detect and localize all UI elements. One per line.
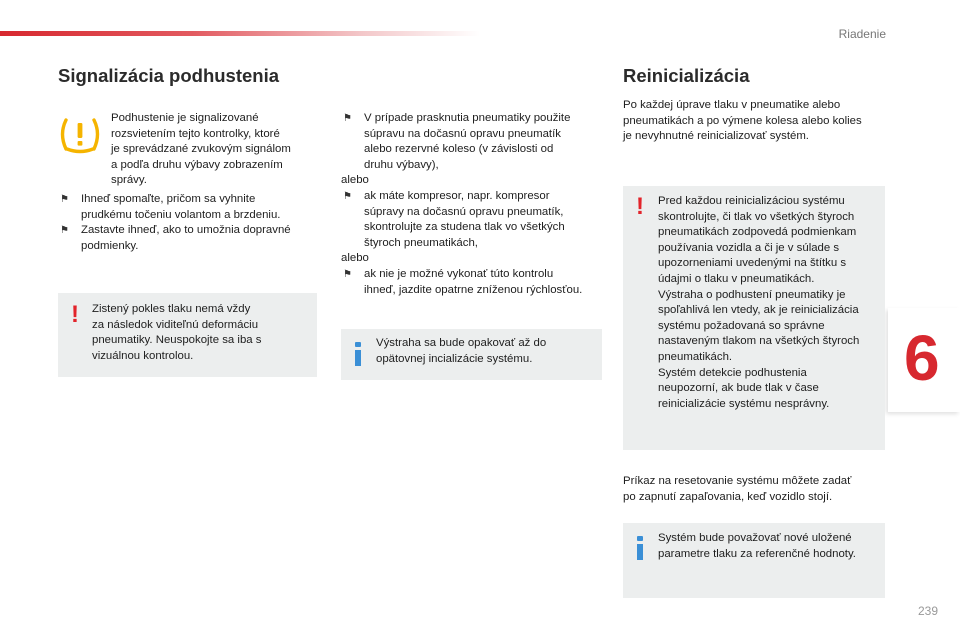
flag-icon: ⚑ [343,113,352,124]
chapter-number: 6 [904,322,940,394]
warning-exclamation-icon: ! [636,193,644,220]
list-item: ⚑ Zastavte ihneď, ako to umožnia dopravné podmienky. [60,224,291,252]
info-icon [352,342,364,366]
header-accent-bar [0,31,480,36]
chapter-title: Riadenie [838,27,886,41]
warning-box-visual-check: ! Zistený pokles tlaku nemá vždy za následok viditeľnú deformáciu pneumatiky. Neuspokojte sa iba s vizuálnou kontrolou. [58,293,317,377]
underinflation-intro: Podhustenie je signalizované rozsvietením tejto kontrolky, ktoré je sprevádzané zvukovým signálom a podľa druhu výbavy zobrazením správy. [111,112,291,187]
tyre-pressure-warning-icon [57,116,103,156]
info-icon [634,536,646,560]
warning-exclamation-icon: ! [71,301,79,328]
conjunction-text: alebo [341,252,369,265]
info-box-reference-values: Systém bude považovať nové uložené parametre tlaku za referenčné hodnoty. [623,523,885,598]
flag-icon: ⚑ [343,268,352,280]
section-title-reinitialization: Reinicializácia [623,65,750,86]
puncture-instructions [341,111,603,298]
flag-icon: ⚑ [343,190,352,202]
reset-instructions: Príkaz na resetovanie systému môžete zadať po zapnutí zapaľovania, keď vozidlo stojí. [623,475,852,503]
reinitialization-intro: Po každej úprave tlaku v pneumatike alebo pneumatikách a po výmene kolesa alebo kolies je nevyhnutné reinicializovať systém. [623,99,862,143]
list-item: ⚑ V prípade prasknutia pneumatiky použite súpravu na dočasnú opravu pneumatík alebo rezervné koleso (v závislosti od druhu výbavy), [343,112,571,171]
flag-icon: ⚑ [60,194,69,205]
info-box-warning-repeat: Výstraha sa bude opakovať až do opätovnej incializácie systému. [341,329,602,380]
conjunction-text: alebo [341,174,369,187]
page-number: 239 [917,604,938,619]
warning-box-reinitialization: ! Pred každou reinicializáciou systému skontrolujte, či tlak vo všetkých štyroch pneumatikách zodpovedá podmienkam používania vozidla a či je v súlade s upozorneniami uvedenými na štítku s údajmi o tlaku v pneumatikách. Výstraha o podhustení pneumatiky je spoľahlivá len vtedy, ak je reinicializácia systému požadovaná so správne nastaveným tlakom na všetkých štyroch pneumatikách. Systém detekcie podhustenia neupozorní, ak bude tlak v čase reinicializácie systému nesprávny. [623,186,885,450]
list-item: ⚑ ak máte kompresor, napr. kompresor súpravy na dočasnú opravu pneumatík, skontrolujte za studena tlak vo všetkých štyroch pneumatikách, [343,189,565,249]
underinflation-steps [58,192,320,254]
flag-icon: ⚑ [60,225,69,237]
list-item: ⚑ Ihneď spomaľte, pričom sa vyhnite prudkému točeniu volantom a brzdeniu. [60,193,281,221]
list-item: ⚑ ak nie je možné vykonať túto kontrolu ihneď, jazdite opatrne zníženou rýchlosťou. [343,267,583,296]
section-title-underinflation: Signalizácia podhustenia [58,65,280,86]
